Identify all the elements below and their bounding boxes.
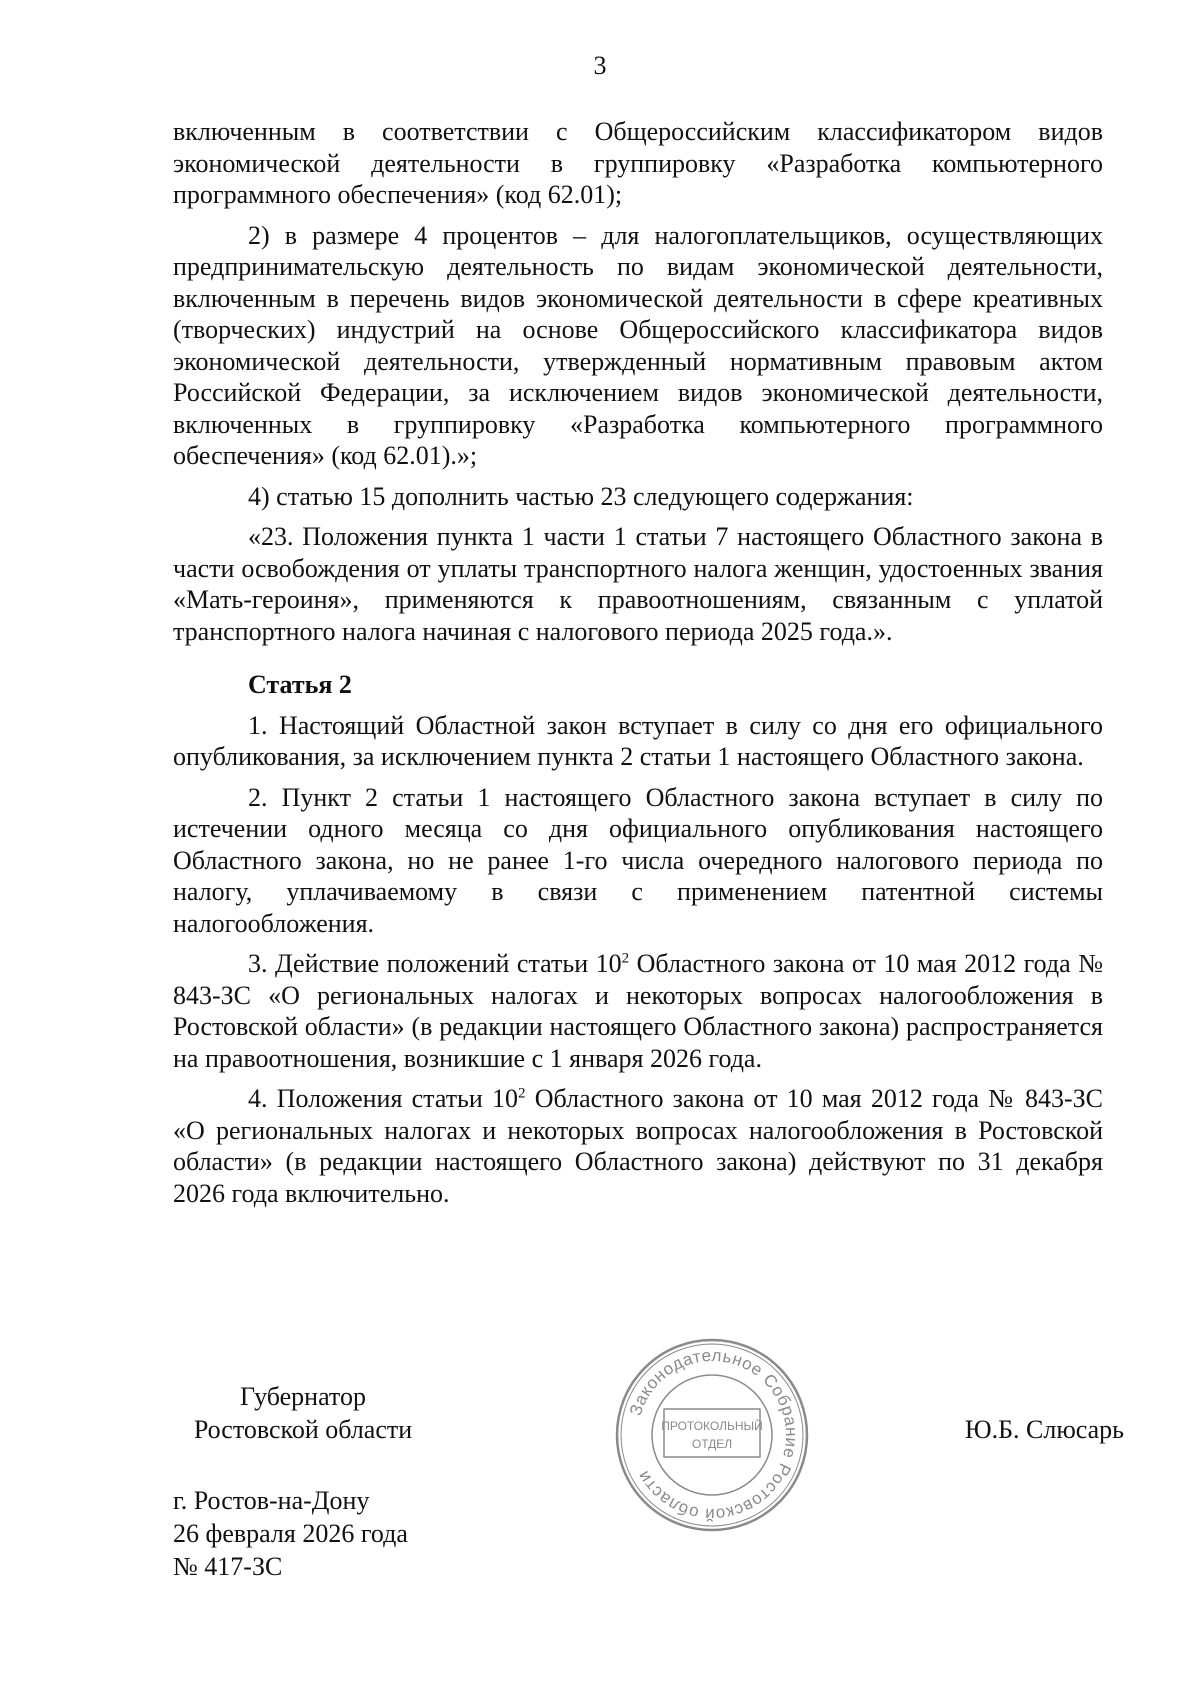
official-stamp: [612, 1335, 812, 1535]
text-part: 3. Действие положений статьи 10: [248, 949, 622, 978]
signatory-title-line1: Губернатор: [240, 1382, 366, 1411]
paragraph-article2-2: 2. Пункт 2 статьи 1 настоящего Областного закона вступает в силу по истечении одного месяца со дня официального опубликования настоящего Областного закона, но не ранее 1-го числа очередного налогового периода по налогу, уплачиваемому в связи с применением патентной системы налогообложения.: [173, 782, 1103, 938]
stamp-ring-text: Законодательное Собрание Ростовской области: [625, 1345, 802, 1525]
paragraph-item-4: 4) статью 15 дополнить частью 23 следующего содержания:: [248, 481, 914, 511]
superscript: 2: [518, 1085, 526, 1102]
signatory-title: [173, 1380, 433, 1446]
paragraph-item-2: 2) в размере 4 процентов – для налогоплательщиков, осуществляющих предпринимательскую деятельность по видам экономической деятельности, включенным в перечень видов экономической деятельности в сфере креативных (творческих) индустрий на основе Общероссийского классификатора видов экономической деятельности, утвержденный нормативным правовым актом Российской Федерации, за исключением видов экономической деятельности, включенных в группировку «Разработка компьютерного программного обеспечения» (код 62.01).»;: [173, 220, 1103, 470]
signatory-title-line2: Ростовской области: [193, 1415, 413, 1444]
law-number: № 417-ЗС: [173, 1552, 283, 1581]
superscript: 2: [621, 950, 630, 967]
signing-date: 26 февраля 2026 года: [173, 1519, 408, 1548]
paragraph-article2-4: [173, 1083, 1103, 1209]
document-body: [173, 116, 1103, 1218]
paragraph-article2-1: 1. Настоящий Областной закон вступает в силу со дня его официального опубликования, за исключением пункта 2 статьи 1 настоящего Областного закона.: [173, 710, 1103, 771]
text-part: 4. Положения статьи 10: [248, 1084, 519, 1113]
stamp-center-line2: ОТДЕЛ: [691, 1437, 733, 1451]
paragraph-continuation: включенным в соответствии с Общероссийским классификатором видов экономической деятельности в группировку «Разработка компьютерного программного обеспечения» (код 62.01);: [173, 117, 1103, 209]
paragraph-quote-23: «23. Положения пункта 1 части 1 статьи 7 настоящего Областного закона в части освобождения от уплаты транспортного налога женщин, удостоенных звания «Мать-героиня», применяются к правоотношениям, связанным с уплатой транспортного налога начиная с налогового периода 2025 года.».: [173, 522, 1103, 646]
paragraph-article2-3: [173, 948, 1103, 1074]
page-number: 3: [593, 51, 607, 80]
signatory-name: Ю.Б. Слюсарь: [964, 1415, 1124, 1444]
article-2-heading: Статья 2: [248, 670, 352, 699]
place-and-date: [173, 1484, 408, 1583]
stamp-center-line1: ПРОТОКОЛЬНЫЙ: [661, 1419, 763, 1433]
text-part: Областного закона от 10 мая 2012 года № 843-ЗС «О региональных налогах и некоторых вопросах налогообложения в Ростовской области» (в редакции настоящего Областного закона) действуют по 31 декабря 2026 года включительно.: [173, 1084, 1103, 1208]
place-city: г. Ростов-на-Дону: [173, 1486, 370, 1515]
text-part: Областного закона от 10 мая 2012 года № 843-ЗС «О региональных налогах и некоторых вопросах налогообложения в Ростовской области» (в редакции настоящего Областного закона) распространяется на правоотношения, возникшие с 1 января 2026 года.: [173, 949, 1103, 1073]
stamp-seal-icon: [612, 1335, 812, 1535]
